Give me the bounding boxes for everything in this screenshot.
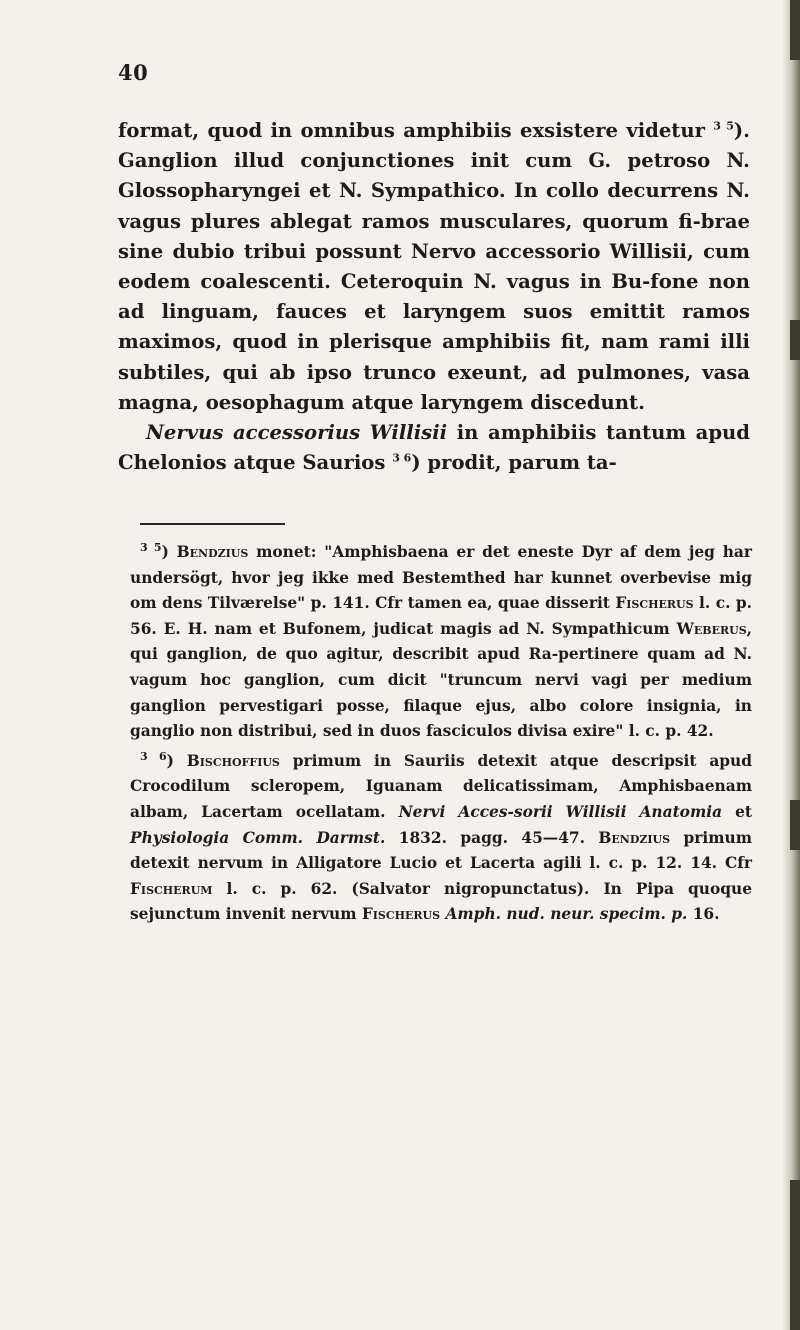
author-name: Bendzius (598, 828, 671, 847)
page-edge-shadow (782, 0, 800, 1330)
italic-title: Amph. nud. neur. specim. p. (445, 905, 688, 924)
footnote-ref-35: 3 5 (713, 119, 734, 133)
page-number: 40 (118, 60, 149, 85)
edge-mark (790, 0, 800, 60)
edge-mark (790, 1180, 800, 1330)
footnote-text: , qui ganglion, de quo agitur, describit apud Ra-pertinere quam ad N. vagum hoc ganglion, cum dicit "truncum nervi vagi per medium ganglion pervestigari posse, filaque ejus, albo colore insignia, in ganglio non distribui, sed in duos fasciculos divisa exire" l. c. p. 42. (130, 619, 752, 741)
author-name: Bischoffius (186, 751, 280, 770)
footnote-35: $^{3 5}$) Bendzius monet: "Amphisbaena er det eneste Dyr af dem jeg har undersögt, hvor jeg ikke med Bestemthed har kunnet overbevise mig om dens Tilværelse" p. 141. Cfr tamen ea, quae disserit Fischerus l. c. p. 56. E. H. nam et Bufonem, judicat magis ad N. Sympathicum Weberus, qui ganglion, de quo agitur, describit apud Ra-pertinere quam ad N. vagum hoc ganglion, cum dicit "truncum nervi vagi per medium ganglion pervestigari posse, filaque ejus, albo colore insignia, in ganglio non distribui, sed in duos fasciculos divisa exire" l. c. p. 42. (130, 540, 752, 741)
italic-title: Nervi Acces-sorii Willisii Anatomia (398, 802, 723, 821)
footnote-text: 1832. pagg. 45—47. (385, 828, 599, 847)
footnote-text: 16. (687, 905, 720, 924)
footnote-text: l. c. p. 56. E. H. nam et Bufonem, judicat magis ad N. Sympathicum (130, 594, 752, 638)
footnotes (130, 540, 752, 928)
author-name: Weberus (676, 619, 747, 638)
author-name: Fischerus (361, 905, 441, 924)
footnote-text: et (722, 802, 753, 821)
footnote-mark: 3 5 (140, 540, 162, 554)
footnote-text: primum in Sauriis detexit atque descripsit apud Crocodilum scleropem, Iguanam delicatissimam, Amphisbaenam albam, Lacertam ocellatam. (130, 751, 753, 821)
edge-mark (790, 800, 800, 850)
paragraph-accessorius (118, 418, 750, 478)
footnote-text: primum detexit nervum in Alligatore Lucio et Lacerta agili l. c. p. 12. 14. Cfr (130, 828, 752, 873)
paragraph-text: ) prodit, parum ta- (411, 451, 617, 475)
author-name: Fischerum (130, 879, 213, 898)
paragraph-text: ). Ganglion illud conjunctiones init cum G. petroso N. Glossopharyngei et N. Sympathico. In collo decurrens N. vagus plures ablegat ramos musculares, quorum fi-brae sine dubio tribui possunt Nervo accessorio Willisii, cum eodem coalescenti. Ceteroquin N. vagus in Bu-fone non ad linguam, fauces et laryngem suos emittit ramos maximos, quod in plerisque amphibiis fit, nam rami illi subtiles, qui ab ipso trunco exeunt, ad pulmones, vasa magna, oesophagum atque laryngem discedunt. (118, 119, 750, 414)
italic-term: Nervus accessorius Willisii (146, 421, 448, 445)
paragraph-text: format, quod in omnibus amphibiis exsistere videtur (118, 119, 714, 142)
italic-title: Physiologia Comm. Darmst. (130, 828, 386, 847)
main-text (118, 116, 750, 478)
footnote-36: $^{3 6}$) Bischoffius primum in Sauriis detexit atque descripsit apud Crocodilum scleropem, Iguanam delicatissimam, Amphisbaenam albam, Lacertam ocellatam. Nervi Acces-sorii Willisii Anatomia et Physiologia Comm. Darmst. 1832. pagg. 45—47. Bendzius primum detexit nervum in Alligatore Lucio et Lacerta agili l. c. p. 12. 14. Cfr Fischerum l. c. p. 62. (Salvator nigropunctatus). In Pipa quoque sejunctum invenit nervum Fischerus Amph. nud. neur. specim. p. 16. (130, 749, 753, 924)
footnote-text: monet: "Amphisbaena er det eneste Dyr af dem jeg har undersögt, hvor jeg ikke med Bestemthed har kunnet overbevise mig om dens Tilværelse" p. 141. Cfr tamen ea, quae disserit (130, 543, 752, 613)
footnote-text: l. c. p. 62. (Salvator nigropunctatus). In Pipa quoque sejunctum invenit nervum (130, 879, 752, 924)
author-name: Fischerus (615, 594, 694, 613)
footnote-mark: 3 6 (140, 749, 167, 763)
paragraph-vagus (118, 116, 750, 418)
footnote-divider (140, 523, 285, 525)
author-name: Bendzius (176, 543, 249, 561)
footnote-ref-36: 3 6 (392, 451, 412, 465)
edge-mark (790, 320, 800, 360)
paragraph-text: in amphibiis tantum apud Chelonios atque Saurios (118, 421, 750, 475)
